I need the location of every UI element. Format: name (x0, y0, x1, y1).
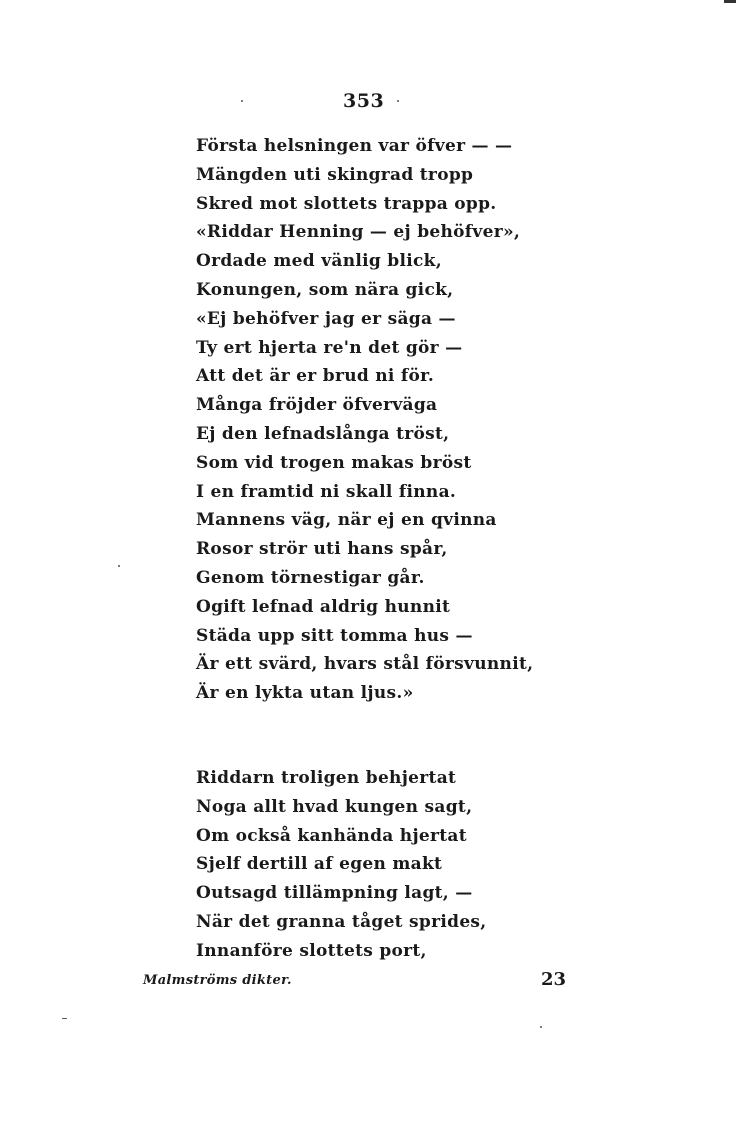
verse-line: Riddarn troligen behjertat (196, 768, 457, 788)
verse-line: Mängden uti skingrad tropp (196, 164, 474, 185)
corner-mark (724, 0, 736, 3)
verse-line: Outsagd tillämpning lagt, — (196, 883, 473, 904)
verse-line: «Riddar Henning — ej behöfver», (196, 222, 521, 243)
verse-line: Rosor strör uti hans spår, (196, 539, 448, 560)
footer-book-title: Malmströms dikter. (143, 973, 292, 988)
stanza (196, 764, 487, 966)
verse-line: När det granna tåget sprides, (196, 911, 487, 932)
verse-line: Ej den lefnadslånga tröst, (196, 423, 450, 444)
verse-line: Mannens väg, när ej en qvinna (196, 510, 497, 531)
verse-line: Genom törnestigar går. (196, 567, 425, 588)
verse-line: Första helsningen var öfver — — (196, 136, 513, 156)
verse-line: Sjelf dertill af egen makt (196, 854, 443, 875)
print-speck (241, 100, 243, 102)
verse-line: I en framtid ni skall finna. (196, 481, 457, 502)
verse-line: Konungen, som nära gick, (196, 279, 454, 300)
verse-line: Ordade med vänlig blick, (196, 251, 442, 272)
verse-line: Noga allt hvad kungen sagt, (196, 796, 473, 817)
page-number: 353 (343, 90, 385, 112)
verse-line: Är ett svärd, hvars stål försvunnit, (196, 654, 534, 675)
verse-line: Städa upp sitt tomma hus — (196, 625, 473, 646)
verse-line: Ogift lefnad aldrig hunnit (196, 596, 451, 617)
verse-line: Om också kanhända hjertat (196, 825, 467, 846)
print-speck (540, 1026, 542, 1028)
verse-line: Ty ert hjerta re'n det gör — (196, 337, 463, 358)
verse-line: Många fröjder öfverväga (196, 395, 438, 416)
verse-line: Som vid trogen makas bröst (196, 452, 472, 473)
signature-mark: 23 (541, 969, 567, 990)
print-speck (118, 565, 120, 567)
verse-line: Skred mot slottets trappa opp. (196, 193, 497, 214)
verse-line: Att det är er brud ni för. (196, 366, 435, 387)
print-speck (62, 1018, 67, 1019)
verse-line: «Ej behöfver jag er säga — (196, 308, 456, 329)
verse-line: Är en lykta utan ljus.» (196, 683, 414, 704)
stanza (196, 132, 533, 708)
print-speck (397, 100, 399, 102)
verse-line: Innanföre slottets port, (196, 940, 427, 961)
